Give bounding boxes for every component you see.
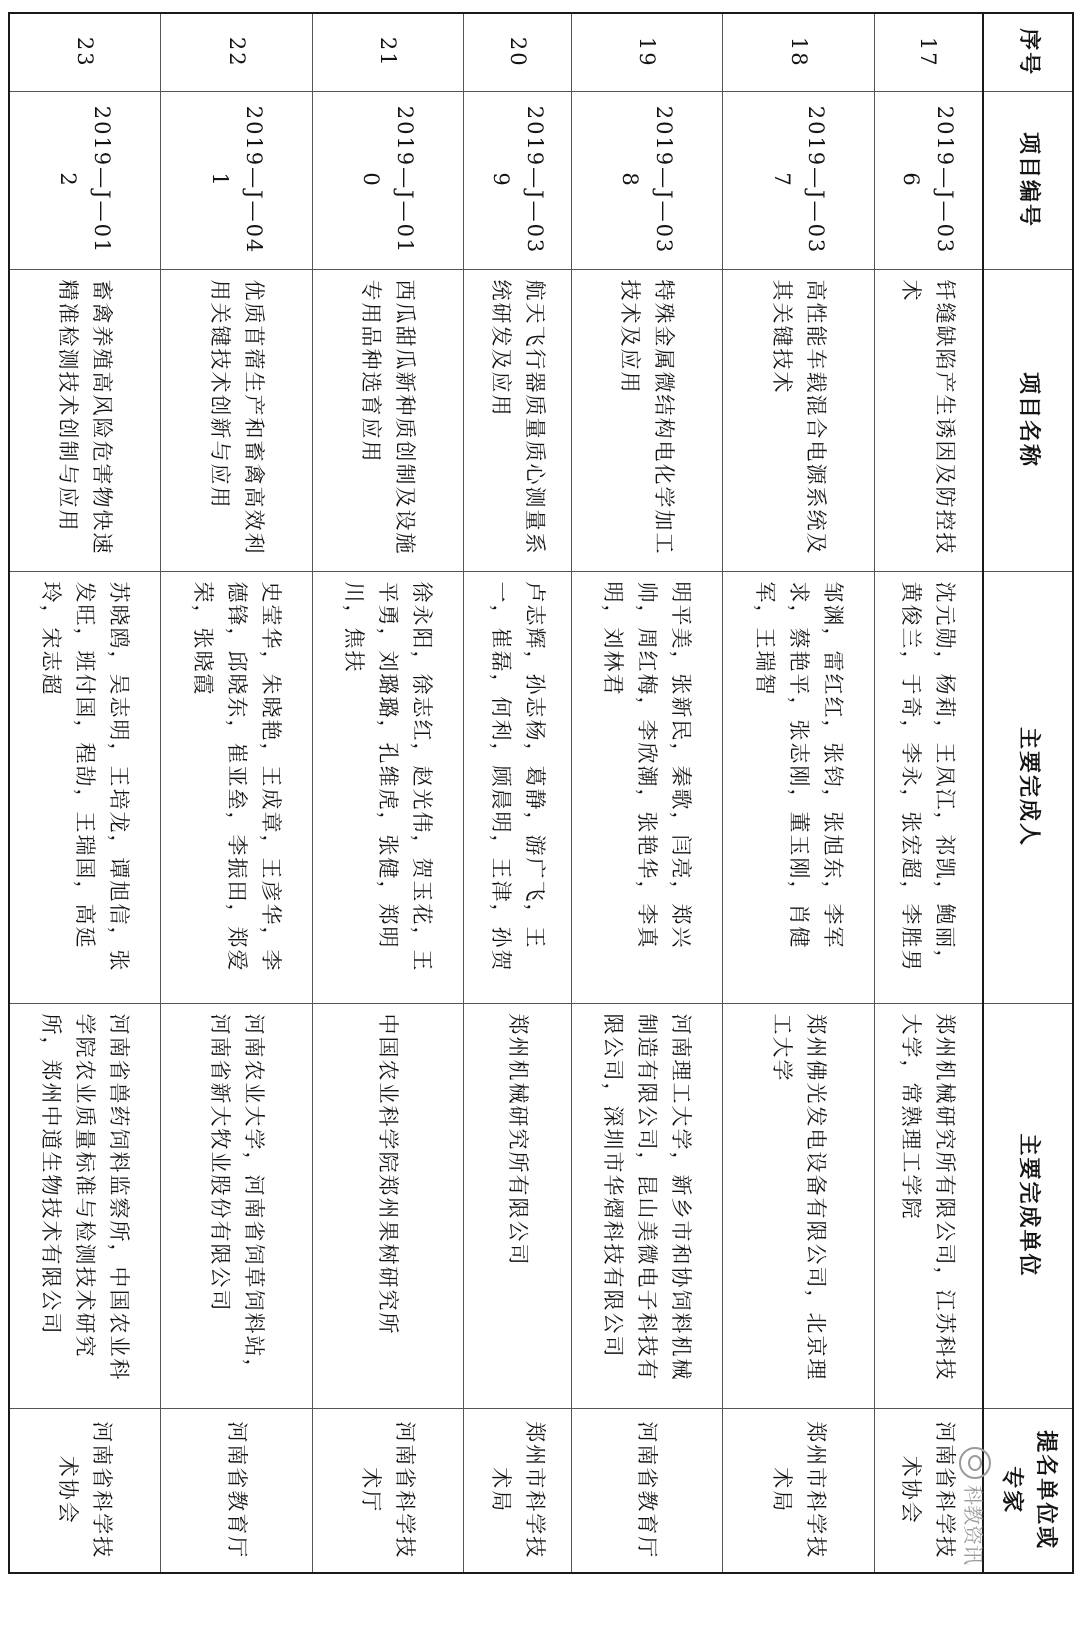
row-seq: 17 — [874, 13, 983, 91]
row-code: 2019—J—012 — [9, 91, 161, 269]
header-persons: 主要完成人 — [983, 571, 1073, 1003]
rotated-page — [8, 12, 1074, 1572]
row-units: 河南理工大学，新乡市和协饲料机械制造有限公司，昆山美微电子科技有限公司，深圳市华熠科技有限公司 — [572, 1003, 723, 1408]
row-nominator: 郑州市科学技术局 — [464, 1408, 572, 1573]
table-row — [9, 13, 161, 1573]
row-nominator: 河南省教育厅 — [572, 1408, 723, 1573]
row-nominator: 郑州市科学技术局 — [723, 1408, 874, 1573]
row-code: 2019—J—038 — [572, 91, 723, 269]
row-persons: 苏晓鸥，吴志明，王培龙，谭旭信，张发旺，班付国，程劼，王瑞国，高延玲，宋志超 — [9, 571, 161, 1003]
row-units: 郑州佛光发电设备有限公司，北京理工大学 — [723, 1003, 874, 1408]
row-units: 河南省兽药饲料监察所，中国农业科学院农业质量标准与检测技术研究所，郑州中道生物技术有限公司 — [9, 1003, 161, 1408]
row-name: 航天飞行器质量质心测量系统研发及应用 — [464, 269, 572, 571]
row-code: 2019—J—041 — [161, 91, 312, 269]
row-units: 河南农业大学，河南省饲草饲料站，河南省新大牧业股份有限公司 — [161, 1003, 312, 1408]
table-row — [874, 13, 983, 1573]
row-persons: 徐永阳，徐志红，赵光伟，贺玉花，王平勇，刘璐璐，孔维虎，张健，郑明川，焦扶 — [312, 571, 463, 1003]
table-row — [161, 13, 312, 1573]
header-units: 主要完成单位 — [983, 1003, 1073, 1408]
row-units: 中国农业科学院郑州果树研究所 — [312, 1003, 463, 1408]
row-name: 特殊金属微结构电化学加工技术及应用 — [572, 269, 723, 571]
row-persons: 卢志辉，孙志杨，葛静，游广飞，王一，崔磊，何利，顾晨明，王津，孙贺 — [464, 571, 572, 1003]
row-name: 钎缝缺陷产生诱因及防控技术 — [874, 269, 983, 571]
row-nominator: 河南省科学技术厅 — [312, 1408, 463, 1573]
row-persons: 邹渊，雷红红，张钧，张旭东，李军求，蔡艳平，张志刚，董玉刚，肖健军，王瑞智 — [723, 571, 874, 1003]
table-row — [312, 13, 463, 1573]
row-units: 郑州机械研究所有限公司，江苏科技大学，常熟理工学院 — [874, 1003, 983, 1408]
row-seq: 20 — [464, 13, 572, 91]
row-name: 高性能车载混合电源系统及其关键技术 — [723, 269, 874, 571]
row-name: 西瓜甜瓜新种质创制及设施专用品种选育应用 — [312, 269, 463, 571]
row-seq: 21 — [312, 13, 463, 91]
row-nominator: 河南省科学技术协会 — [874, 1408, 983, 1573]
wechat-icon — [959, 1447, 991, 1479]
header-name: 项目名称 — [983, 269, 1073, 571]
row-nominator: 河南省教育厅 — [161, 1408, 312, 1573]
row-code: 2019—J—039 — [464, 91, 572, 269]
row-code: 2019—J—036 — [874, 91, 983, 269]
table-row — [572, 13, 723, 1573]
row-name: 优质苜蓿生产和畜禽高效利用关键技术创新与应用 — [161, 269, 312, 571]
watermark — [953, 1447, 997, 1637]
table-row — [464, 13, 572, 1573]
row-persons: 史莹华，朱晓艳，王成章，王彦华，李德锋，邱晓东，崔亚垒，李振田，郑爱荣，张晓霞 — [161, 571, 312, 1003]
table-header-row — [983, 13, 1073, 1573]
header-nominator: 提名单位或专家 — [983, 1408, 1073, 1573]
table-row — [723, 13, 874, 1573]
row-nominator: 河南省科学技术协会 — [9, 1408, 161, 1573]
row-seq: 18 — [723, 13, 874, 91]
row-units: 郑州机械研究所有限公司 — [464, 1003, 572, 1408]
row-seq: 22 — [161, 13, 312, 91]
row-seq: 23 — [9, 13, 161, 91]
header-seq: 序号 — [983, 13, 1073, 91]
row-persons: 沈元勋，杨莉，王凤江，祁凯，鲍丽，黄俊兰，于奇，李永，张宏超，李胜男 — [874, 571, 983, 1003]
watermark-text: 科教资讯 — [961, 1485, 986, 1565]
row-persons: 明平美，张新民，秦歌，闫亮，郑兴帅，周红梅，李欣潮，张艳华，李真明，刘林君 — [572, 571, 723, 1003]
row-name: 畜禽养殖高风险危害物快速精准检测技术创制与应用 — [9, 269, 161, 571]
row-code: 2019—J—037 — [723, 91, 874, 269]
header-code: 项目编号 — [983, 91, 1073, 269]
award-project-table — [8, 12, 1074, 1574]
row-seq: 19 — [572, 13, 723, 91]
row-code: 2019—J—010 — [312, 91, 463, 269]
